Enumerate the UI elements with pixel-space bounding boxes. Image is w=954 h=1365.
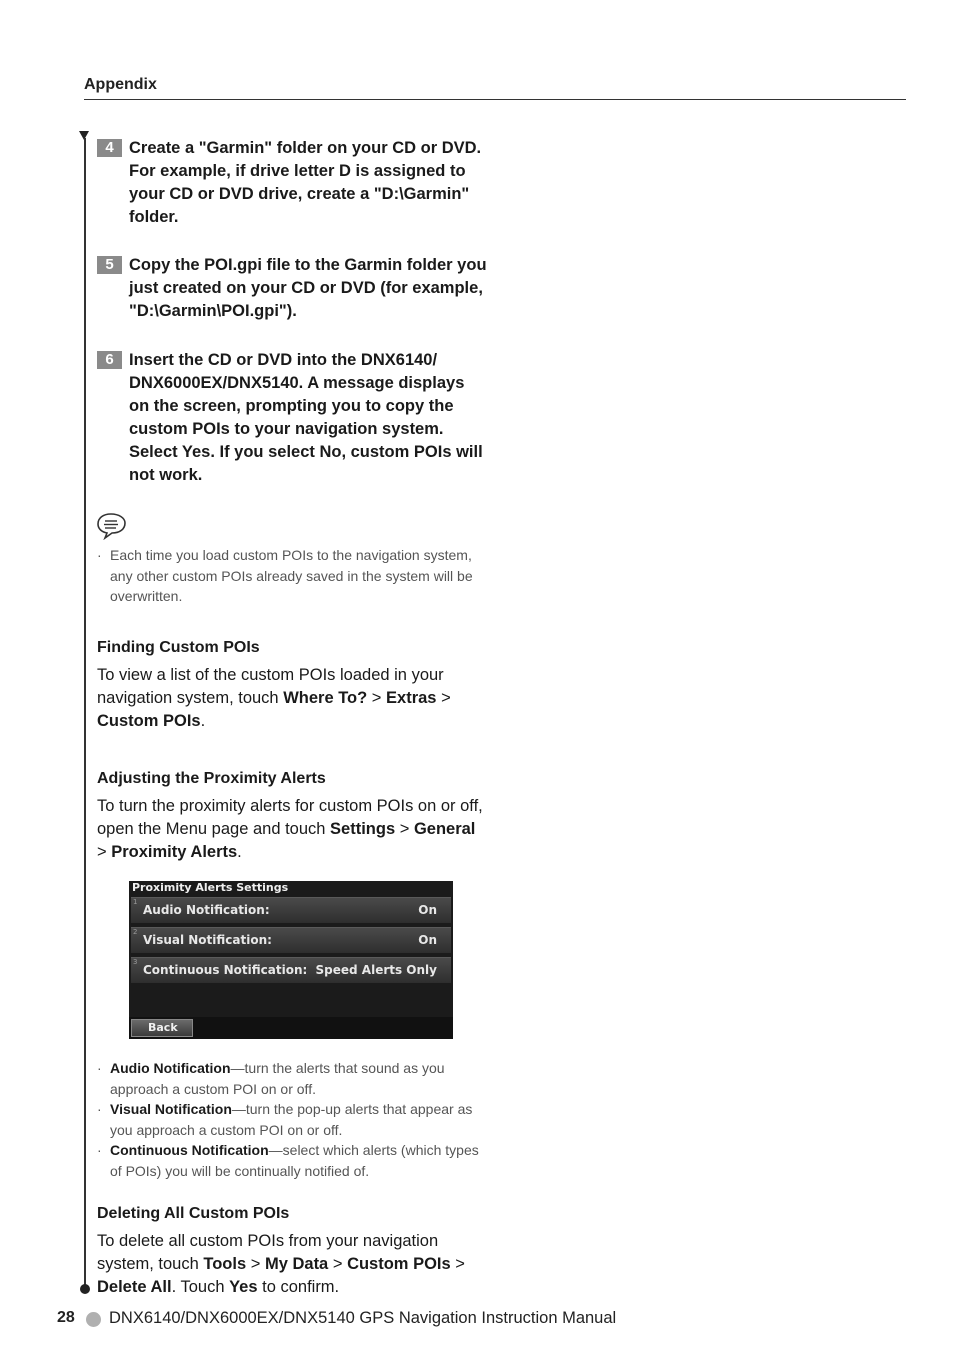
menu-my-data: My Data <box>264 1255 329 1273</box>
step-text: Create a "Garmin" folder on your CD or DVD. For example, if drive letter D is assigned to your CD or DVD drive, create a "D:\Garmin" folder. <box>129 139 482 226</box>
step-number: 4 <box>97 139 122 157</box>
step-5 <box>97 254 487 323</box>
note-list <box>97 545 487 607</box>
row-label: Visual Notification: <box>143 933 272 947</box>
step-6 <box>97 349 487 487</box>
proximity-paragraph: To turn the proximity alerts for custom POIs on or off, open the Menu page and touch Settings > General > Proximity Alerts. <box>97 797 483 861</box>
menu-tools: Tools <box>203 1255 247 1273</box>
menu-extras: Extras <box>386 689 437 707</box>
side-rule <box>84 138 86 1290</box>
screen-title: Proximity Alerts Settings <box>132 881 289 894</box>
back-button[interactable]: Back <box>131 1019 193 1037</box>
visual-notification-row[interactable]: 2 Visual Notification: On <box>131 927 451 953</box>
list-item: · Audio Notification—turn the alerts that sound as you approach a custom POI on or off. <box>97 1058 487 1099</box>
menu-custom-pois: Custom POIs <box>97 712 201 730</box>
note-icon <box>96 512 128 545</box>
finding-paragraph: To view a list of the custom POIs loaded in your navigation system, touch Where To? > Extras > Custom POIs. <box>97 666 451 730</box>
step-number: 6 <box>97 351 122 369</box>
menu-delete-all: Delete All <box>97 1278 172 1296</box>
menu-general: General <box>413 820 476 838</box>
row-value: On <box>418 903 437 917</box>
proximity-title: Adjusting the Proximity Alerts <box>97 770 326 787</box>
list-item: · Visual Notification—turn the pop-up alerts that appear as you approach a custom POI on or off. <box>97 1099 487 1140</box>
confirm-yes: Yes <box>229 1278 258 1296</box>
finding-title: Finding Custom POIs <box>97 639 260 656</box>
list-item: · Continuous Notification—select which alerts (which types of POIs) you will be continually notified of. <box>97 1140 487 1181</box>
menu-proximity-alerts: Proximity Alerts <box>111 843 238 861</box>
header-rule <box>84 99 906 100</box>
step-text: Insert the CD or DVD into the DNX6140/ DNX6000EX/DNX5140. A message displays on the screen, prompting you to copy the custom POIs to your navigation system. Select Yes. If you select No, custom POIs will not work. <box>129 351 483 484</box>
note-text: · Each time you load custom POIs to the navigation system, any other custom POIs already saved in the system will be overwritten. <box>97 545 487 607</box>
section-heading: Appendix <box>84 76 157 93</box>
options-list <box>97 1058 487 1181</box>
step-4 <box>97 137 487 229</box>
page-number: 28 <box>57 1309 75 1326</box>
continuous-notification-row[interactable]: 3 Continuous Notification: Speed Alerts Only <box>131 957 451 983</box>
end-dot-icon <box>80 1284 90 1294</box>
row-label: Audio Notification: <box>143 903 270 917</box>
audio-notification-row[interactable]: 1 Audio Notification: On <box>131 897 451 923</box>
screen-footer <box>129 1017 453 1039</box>
deleting-paragraph: To delete all custom POIs from your navigation system, touch Tools > My Data > Custom POIs > Delete All. Touch Yes to confirm. <box>97 1232 465 1296</box>
row-value: On <box>418 933 437 947</box>
proximity-settings-screen <box>129 881 453 1039</box>
footer-dot-icon <box>86 1312 101 1327</box>
manual-title: DNX6140/DNX6000EX/DNX5140 GPS Navigation Instruction Manual <box>109 1309 617 1327</box>
row-value: Speed Alerts Only <box>315 963 437 977</box>
menu-where-to: Where To? <box>283 689 368 707</box>
step-text: Copy the POI.gpi file to the Garmin folder you just created on your CD or DVD (for example, "D:\Garmin\POI.gpi"). <box>129 256 487 320</box>
menu-custom-pois: Custom POIs <box>347 1255 451 1273</box>
menu-settings: Settings <box>330 820 396 838</box>
row-label: Continuous Notification: <box>143 963 308 977</box>
step-number: 5 <box>97 256 122 274</box>
deleting-title: Deleting All Custom POIs <box>97 1205 290 1222</box>
